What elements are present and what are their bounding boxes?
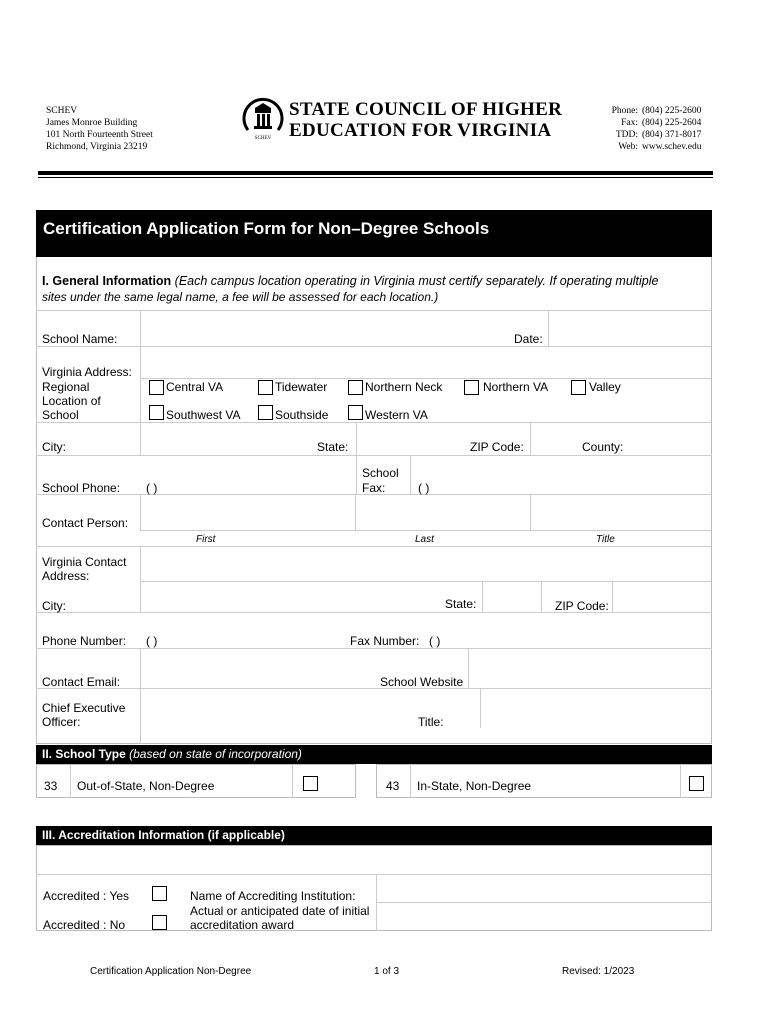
county-field[interactable] xyxy=(531,423,711,455)
school-fax-field[interactable]: ( ) xyxy=(418,481,430,495)
region-label: Central VA xyxy=(166,380,224,394)
region-southside-checkbox[interactable] xyxy=(258,405,273,420)
logo-title xyxy=(289,99,562,141)
virginia-address-label: Virginia Address: xyxy=(42,365,132,379)
phone-number-label: Phone Number: xyxy=(42,634,127,648)
col-divider xyxy=(541,581,542,612)
form-title: Certification Application Form for Non–Degree Schools xyxy=(36,210,712,257)
region-western-va-checkbox[interactable] xyxy=(348,405,363,420)
region-label: Southwest VA xyxy=(166,408,241,422)
region-southwest-va-checkbox[interactable] xyxy=(149,405,164,420)
row-divider xyxy=(36,455,712,456)
contact-value: (804) 225-2600 xyxy=(642,106,702,116)
school-type-label: Out-of-State, Non-Degree xyxy=(77,779,215,793)
contact-email-field[interactable] xyxy=(141,649,371,688)
row-divider xyxy=(140,530,712,531)
school-website-label: School Website xyxy=(380,675,464,689)
state-label: State: xyxy=(317,440,349,454)
contact-value: (804) 371-8017 xyxy=(642,130,702,140)
regional-label-1: Regional xyxy=(42,380,90,394)
org-address-line: 101 North Fourteenth Street xyxy=(46,130,153,140)
contact-value: (804) 225-2604 xyxy=(642,118,702,128)
school-phone-label: School Phone: xyxy=(42,481,121,495)
school-name-label: School Name: xyxy=(42,332,118,346)
contact-label: Fax: xyxy=(621,118,638,128)
accredited-yes-checkbox[interactable] xyxy=(152,886,167,901)
accredited-yes-label: Accredited : Yes xyxy=(43,889,130,903)
contact-first-name-field[interactable] xyxy=(141,495,355,530)
header-divider-thin xyxy=(38,177,713,178)
footer-page-number: 1 of 3 xyxy=(374,966,400,977)
school-type-code: 33 xyxy=(44,779,58,793)
section-1-title: I. General Information xyxy=(42,274,172,288)
col-divider xyxy=(680,764,681,798)
city-field[interactable] xyxy=(141,423,311,455)
accreditation-date-label-2: accreditation award xyxy=(190,918,295,932)
zip2-label: ZIP Code: xyxy=(555,599,609,613)
contact-last-name-field[interactable] xyxy=(356,495,530,530)
city2-label: City: xyxy=(42,599,66,613)
contact-row xyxy=(608,129,701,141)
date-field[interactable] xyxy=(549,311,711,346)
contact-row xyxy=(608,105,701,117)
row-divider xyxy=(140,378,712,379)
school-phone-field[interactable]: ( ) xyxy=(146,481,158,495)
school-name-field[interactable] xyxy=(141,311,501,346)
contact-label: Web: xyxy=(618,142,638,152)
contact-row xyxy=(608,141,701,153)
contact-title-field[interactable] xyxy=(531,495,711,530)
region-label: Southside xyxy=(275,408,329,422)
contact-label: Phone: xyxy=(611,106,638,116)
ceo-label-2: Officer: xyxy=(42,715,81,729)
school-fax-label-1: School xyxy=(362,466,399,480)
org-address xyxy=(46,105,153,153)
accredited-no-checkbox[interactable] xyxy=(152,915,167,930)
section-1-note: (Each campus location operating in Virginia must certify separately. If operating multiple xyxy=(174,274,659,288)
school-website-field[interactable] xyxy=(469,649,711,688)
region-label: Valley xyxy=(589,380,621,394)
accreditation-date-label-1: Actual or anticipated date of initial xyxy=(190,904,370,918)
org-address-line: SCHEV xyxy=(46,106,78,116)
col-divider xyxy=(356,455,357,494)
city2-field[interactable] xyxy=(141,582,441,612)
region-northern-neck-checkbox[interactable] xyxy=(348,380,363,395)
last-sublabel: Last xyxy=(415,534,434,545)
logo-title-line-1: STATE COUNCIL OF HIGHER xyxy=(289,99,563,120)
zip2-field[interactable] xyxy=(613,582,711,612)
svg-text:SCHEV: SCHEV xyxy=(254,136,272,141)
ceo-label-1: Chief Executive xyxy=(42,701,126,715)
col-divider xyxy=(70,764,71,798)
ceo-title-field[interactable] xyxy=(481,689,711,728)
school-type-label: In-State, Non-Degree xyxy=(417,779,532,793)
va-contact-label-2: Address: xyxy=(42,569,90,583)
section-2-note: (based on state of incorporation) xyxy=(129,747,302,761)
fax-number-label: Fax Number: xyxy=(350,634,420,648)
region-label: Tidewater xyxy=(275,380,328,394)
fax-number-field[interactable]: ( ) xyxy=(429,634,441,648)
org-address-line: Richmond, Virginia 23219 xyxy=(46,142,148,152)
footer-doc-name: Certification Application Non-Degree xyxy=(90,966,252,977)
col-divider xyxy=(410,764,411,798)
accreditation-date-field[interactable] xyxy=(377,903,711,930)
header-divider xyxy=(38,171,713,175)
col-divider xyxy=(410,455,411,494)
region-valley-checkbox[interactable] xyxy=(571,380,586,395)
state-field[interactable] xyxy=(357,423,467,455)
title-sublabel: Title xyxy=(596,534,615,545)
va-contact-address-field[interactable] xyxy=(141,547,711,581)
section-1-note-line-2: sites under the same legal name, a fee will be assessed for each location.) xyxy=(42,290,439,304)
accrediting-institution-field[interactable] xyxy=(377,875,711,902)
virginia-address-field[interactable] xyxy=(141,347,711,378)
row-divider xyxy=(36,612,712,613)
contact-person-label: Contact Person: xyxy=(42,516,129,530)
region-central-va-checkbox[interactable] xyxy=(149,380,164,395)
logo-title-line-2: EDUCATION FOR VIRGINIA xyxy=(289,120,552,141)
zip-label: ZIP Code: xyxy=(470,440,524,454)
region-label: Northern Neck xyxy=(365,380,443,394)
school-type-code: 43 xyxy=(386,779,400,793)
contact-info xyxy=(608,105,701,153)
region-label: Northern VA xyxy=(483,380,549,394)
section-3-heading: III. Accreditation Information (if applicable) xyxy=(36,826,712,845)
section-1-heading xyxy=(42,274,658,288)
region-label: Western VA xyxy=(365,408,428,422)
region-northern-va-checkbox[interactable] xyxy=(464,380,479,395)
contact-label: TDD: xyxy=(615,130,638,140)
accrediting-institution-label: Name of Accrediting Institution: xyxy=(190,889,356,903)
out-of-state-checkbox[interactable] xyxy=(303,776,318,791)
ceo-field[interactable] xyxy=(141,689,411,743)
school-fax-label-2: Fax: xyxy=(362,481,386,495)
org-address-line: James Monroe Building xyxy=(46,118,138,128)
contact-value: www.schev.edu xyxy=(642,142,702,152)
section-2-heading xyxy=(36,745,712,764)
regional-label-2: Location of xyxy=(42,394,101,408)
state2-label: State: xyxy=(445,597,477,611)
contact-email-label: Contact Email: xyxy=(42,675,121,689)
contact-row xyxy=(608,117,701,129)
va-contact-label-1: Virginia Contact xyxy=(42,555,127,569)
city-label: City: xyxy=(42,440,66,454)
col-divider xyxy=(292,764,293,798)
county-label: County: xyxy=(582,440,624,454)
section-2-title: II. School Type xyxy=(42,747,126,761)
phone-number-field[interactable]: ( ) xyxy=(146,634,158,648)
date-label: Date: xyxy=(514,332,543,346)
state2-field[interactable] xyxy=(483,582,541,612)
accredited-no-label: Accredited : No xyxy=(43,918,126,932)
schev-seal-logo xyxy=(240,94,286,142)
first-sublabel: First xyxy=(196,534,216,545)
regional-label-3: School xyxy=(42,408,79,422)
region-tidewater-checkbox[interactable] xyxy=(258,380,273,395)
title-field-label: Title: xyxy=(418,715,444,729)
in-state-checkbox[interactable] xyxy=(689,776,704,791)
footer-revised: Revised: 1/2023 xyxy=(562,966,635,977)
